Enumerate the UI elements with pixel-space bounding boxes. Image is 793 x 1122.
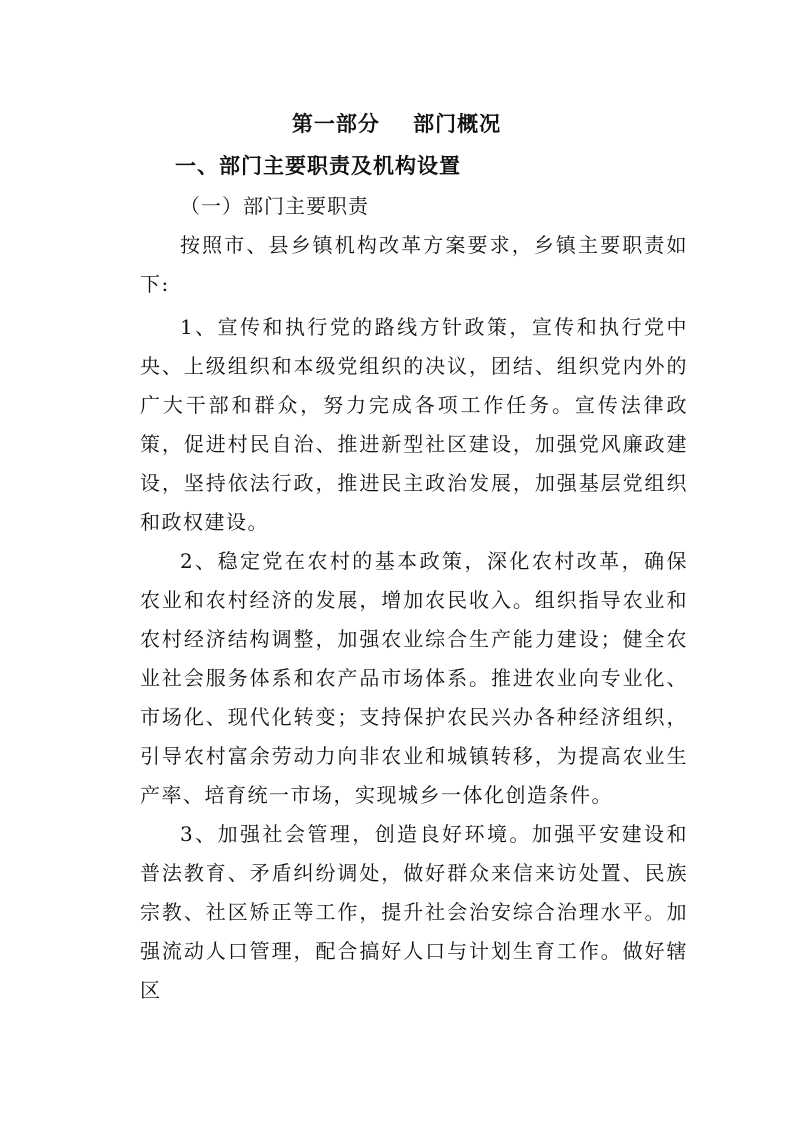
section-title: 第一部分 部门概况 [291,111,502,136]
paragraph-duty-2: 2、稳定党在农村的基本政策，深化农村改革，确保农业和农村经济的发展，增加农民收入。组织指导农业和农村经济结构调整，加强农业综合生产能力建设；健全农业社会服务体系和农产品市场体系。推进农业向专业化、市场化、现代化转变；支持保护农民兴办各种经济组织，引导农村富余劳动力向非农业和城镇转移，为提高农业生产率、培育统一市场，实现城乡一体化创造条件。 [140,549,688,807]
heading-level-2: （一）部门主要职责 [180,194,369,218]
heading-level-1: 一、部门主要职责及机构设置 [175,153,461,178]
paragraph-duty-3: 3、加强社会管理，创造良好环境。加强平安建设和普法教育、矛盾纠纷调处，做好群众来信来访处置、民族宗教、社区矫正等工作，提升社会治安综合治理水平。加强流动人口管理，配合搞好人口与计划生育工作。做好辖区 [140,822,688,1002]
paragraph-intro: 按照市、县乡镇机构改革方案要求，乡镇主要职责如下: [140,233,688,296]
paragraph-duty-1: 1、宣传和执行党的路线方针政策，宣传和执行党中央、上级组织和本级党组织的决议，团结、组织党内外的广大干部和群众，努力完成各项工作任务。宣传法律政策，促进村民自治、推进新型社区建设，加强党风廉政建设，坚持依法行政，推进民主政治发展，加强基层党组织和政权建设。 [140,315,688,534]
